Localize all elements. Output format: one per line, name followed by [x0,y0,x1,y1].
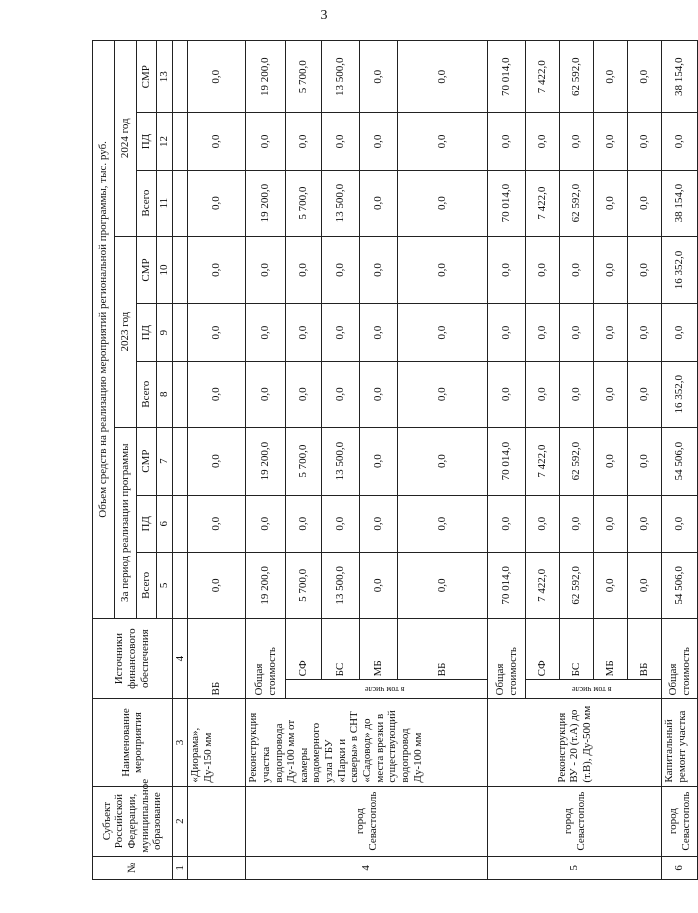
value-cell: 0,0 [188,304,246,361]
header-row-numbers [172,41,188,880]
header-col-smr: СМР [137,41,157,113]
value-cell: 19 200,0 [246,552,286,618]
value-cell: 7 422,0 [526,41,560,113]
value-cell: 0,0 [360,552,398,618]
col-number: 9 [157,304,173,361]
value-cell: 70 014,0 [488,170,526,236]
source-label: МБ [594,618,628,680]
table-row-4 [246,41,286,880]
value-cell: 0,0 [628,170,662,236]
value-cell: 0,0 [560,113,594,170]
value-cell: 0,0 [398,361,488,427]
table-row-continuation [188,41,246,880]
source-label: ВБ [188,618,246,699]
source-label: МБ [360,618,398,680]
value-cell: 38 154,0 [662,170,698,236]
value-cell: 0,0 [286,236,322,304]
empty-cell [172,361,188,427]
table-row-6 [662,41,698,880]
value-cell: 70 014,0 [488,552,526,618]
header-col-pd: ПД [137,495,157,552]
value-cell: 0,0 [322,304,360,361]
value-cell: 0,0 [188,41,246,113]
value-cell: 5 700,0 [286,41,322,113]
event-name: «Диорама», Ду-150 мм [188,699,246,786]
value-cell: 0,0 [322,361,360,427]
header-row-1 [93,41,115,880]
empty-cell [188,786,246,856]
header-col-total: Всего [137,170,157,236]
value-cell: 70 014,0 [488,427,526,495]
value-cell: 0,0 [286,113,322,170]
value-cell: 0,0 [488,361,526,427]
value-cell: 0,0 [526,236,560,304]
value-cell: 54 506,0 [662,552,698,618]
event-name: Реконструкция участка водопровода Ду-100 мм от камеры водомерного узла ГБУ «Парки и скверы» в СНТ «Садовод» до места врезки в существующий водопровод Ду-100 мм [246,699,488,786]
value-cell: 5 700,0 [286,552,322,618]
value-cell: 5 700,0 [286,170,322,236]
empty-cell [172,113,188,170]
value-cell: 0,0 [246,361,286,427]
value-cell: 0,0 [360,236,398,304]
value-cell: 0,0 [628,236,662,304]
value-cell: 0,0 [286,361,322,427]
header-year-2024: 2024 год [115,41,137,237]
page-number: 3 [320,8,328,23]
value-cell: 0,0 [398,304,488,361]
value-cell: 0,0 [488,304,526,361]
header-no: № [93,856,173,879]
incl-label-text: в том числе [572,685,612,695]
col-number: 4 [172,618,188,699]
value-cell: 0,0 [488,236,526,304]
value-cell: 7 422,0 [526,552,560,618]
value-cell: 0,0 [526,361,560,427]
incl-label [286,680,488,699]
value-cell: 0,0 [188,495,246,552]
table-row-5 [488,41,526,880]
header-col-smr: СМР [137,427,157,495]
value-cell: 62 592,0 [560,170,594,236]
header-col-total: Всего [137,552,157,618]
value-cell: 13 500,0 [322,427,360,495]
header-col-pd: ПД [137,113,157,170]
value-cell: 0,0 [560,361,594,427]
value-cell: 0,0 [360,304,398,361]
row-number: 5 [488,856,662,879]
value-cell: 0,0 [560,304,594,361]
value-cell: 0,0 [594,304,628,361]
col-number: 5 [157,552,173,618]
rotated-table [92,40,692,880]
value-cell: 0,0 [594,495,628,552]
value-cell: 0,0 [628,552,662,618]
source-label: СФ [526,618,560,680]
source-label: БС [322,618,360,680]
incl-label [526,680,662,699]
value-cell: 0,0 [398,236,488,304]
value-cell: 0,0 [322,495,360,552]
value-cell: 0,0 [628,495,662,552]
value-cell: 0,0 [360,41,398,113]
incl-label-text: в том числе [365,685,405,695]
value-cell: 62 592,0 [560,552,594,618]
empty-cell [172,304,188,361]
value-cell: 0,0 [526,304,560,361]
empty-cell [172,552,188,618]
header-volume: Объем средств на реализацию мероприятий региональной программы, тыс. руб. [93,41,115,619]
header-col-smr: СМР [137,236,157,304]
value-cell: 0,0 [560,236,594,304]
value-cell: 0,0 [628,113,662,170]
empty-cell [172,427,188,495]
row-number: 6 [662,856,698,879]
value-cell: 13 500,0 [322,41,360,113]
value-cell: 0,0 [628,304,662,361]
value-cell: 0,0 [488,495,526,552]
header-year-2023: 2023 год [115,236,137,427]
value-cell: 0,0 [628,41,662,113]
value-cell: 0,0 [398,495,488,552]
budget-table [92,40,698,880]
value-cell: 70 014,0 [488,41,526,113]
value-cell: 0,0 [398,552,488,618]
col-number: 11 [157,170,173,236]
empty-cell [172,170,188,236]
value-cell: 16 352,0 [662,361,698,427]
value-cell: 0,0 [594,170,628,236]
col-number: 10 [157,236,173,304]
value-cell: 0,0 [594,236,628,304]
header-col-pd: ПД [137,304,157,361]
event-name: Реконструкция ВУ - 20 (т.А) до (т.В), Ду-500 мм [488,699,662,786]
value-cell: 7 422,0 [526,427,560,495]
value-cell: 0,0 [246,236,286,304]
col-number: 7 [157,427,173,495]
header-subject: Субъект Российской Федерации, муниципальное образование [93,786,173,856]
col-number: 3 [172,699,188,786]
col-number: 1 [172,856,188,879]
rotated-table-container [92,40,692,880]
value-cell: 0,0 [322,236,360,304]
value-cell: 0,0 [594,427,628,495]
value-cell: 0,0 [662,113,698,170]
value-cell: 0,0 [526,113,560,170]
source-label: Общая стоимость [662,618,698,699]
value-cell: 19 200,0 [246,427,286,495]
row-subject: город Севастополь [246,786,488,856]
source-label: БС [560,618,594,680]
value-cell: 0,0 [488,113,526,170]
value-cell: 0,0 [628,427,662,495]
value-cell: 0,0 [246,113,286,170]
value-cell: 0,0 [246,304,286,361]
header-period-total: За период реализации программы [115,427,137,618]
value-cell: 38 154,0 [662,41,698,113]
value-cell: 0,0 [360,113,398,170]
row-subject: город Севастополь [662,786,698,856]
value-cell: 0,0 [188,170,246,236]
value-cell: 0,0 [662,304,698,361]
value-cell: 19 200,0 [246,41,286,113]
header-col-total: Всего [137,361,157,427]
value-cell: 13 500,0 [322,552,360,618]
source-label: Общая стоимость [488,618,526,699]
header-event: Наименование мероприятия [93,699,173,786]
col-number: 2 [172,786,188,856]
value-cell: 0,0 [188,552,246,618]
col-number: 12 [157,113,173,170]
value-cell: 0,0 [398,41,488,113]
value-cell: 0,0 [526,495,560,552]
source-label: Общая стоимость [246,618,286,699]
value-cell: 0,0 [594,361,628,427]
value-cell: 0,0 [188,427,246,495]
value-cell: 62 592,0 [560,41,594,113]
empty-cell [172,41,188,113]
value-cell: 0,0 [360,495,398,552]
row-subject: город Севастополь [488,786,662,856]
empty-cell [188,856,246,879]
value-cell: 19 200,0 [246,170,286,236]
empty-cell [172,495,188,552]
event-name: Капитальный ремонт участка [662,699,698,786]
empty-cell [172,236,188,304]
value-cell: 0,0 [594,552,628,618]
value-cell: 0,0 [628,361,662,427]
col-number: 6 [157,495,173,552]
value-cell: 0,0 [286,304,322,361]
value-cell: 0,0 [360,170,398,236]
value-cell: 0,0 [188,113,246,170]
value-cell: 7 422,0 [526,170,560,236]
value-cell: 0,0 [286,495,322,552]
col-number: 13 [157,41,173,113]
value-cell: 0,0 [188,236,246,304]
source-label: ВБ [398,618,488,680]
value-cell: 0,0 [594,113,628,170]
source-label: ВБ [628,618,662,680]
value-cell: 54 506,0 [662,427,698,495]
value-cell: 0,0 [398,427,488,495]
value-cell: 0,0 [560,495,594,552]
col-number: 8 [157,361,173,427]
value-cell: 0,0 [360,427,398,495]
value-cell: 5 700,0 [286,427,322,495]
value-cell: 0,0 [398,113,488,170]
value-cell: 0,0 [398,170,488,236]
header-source: Источники финансового обеспечения [93,618,173,699]
value-cell: 0,0 [662,495,698,552]
value-cell: 0,0 [594,41,628,113]
value-cell: 0,0 [360,361,398,427]
value-cell: 0,0 [246,495,286,552]
value-cell: 16 352,0 [662,236,698,304]
value-cell: 0,0 [322,113,360,170]
value-cell: 0,0 [188,361,246,427]
value-cell: 62 592,0 [560,427,594,495]
value-cell: 13 500,0 [322,170,360,236]
source-label: СФ [286,618,322,680]
row-number: 4 [246,856,488,879]
